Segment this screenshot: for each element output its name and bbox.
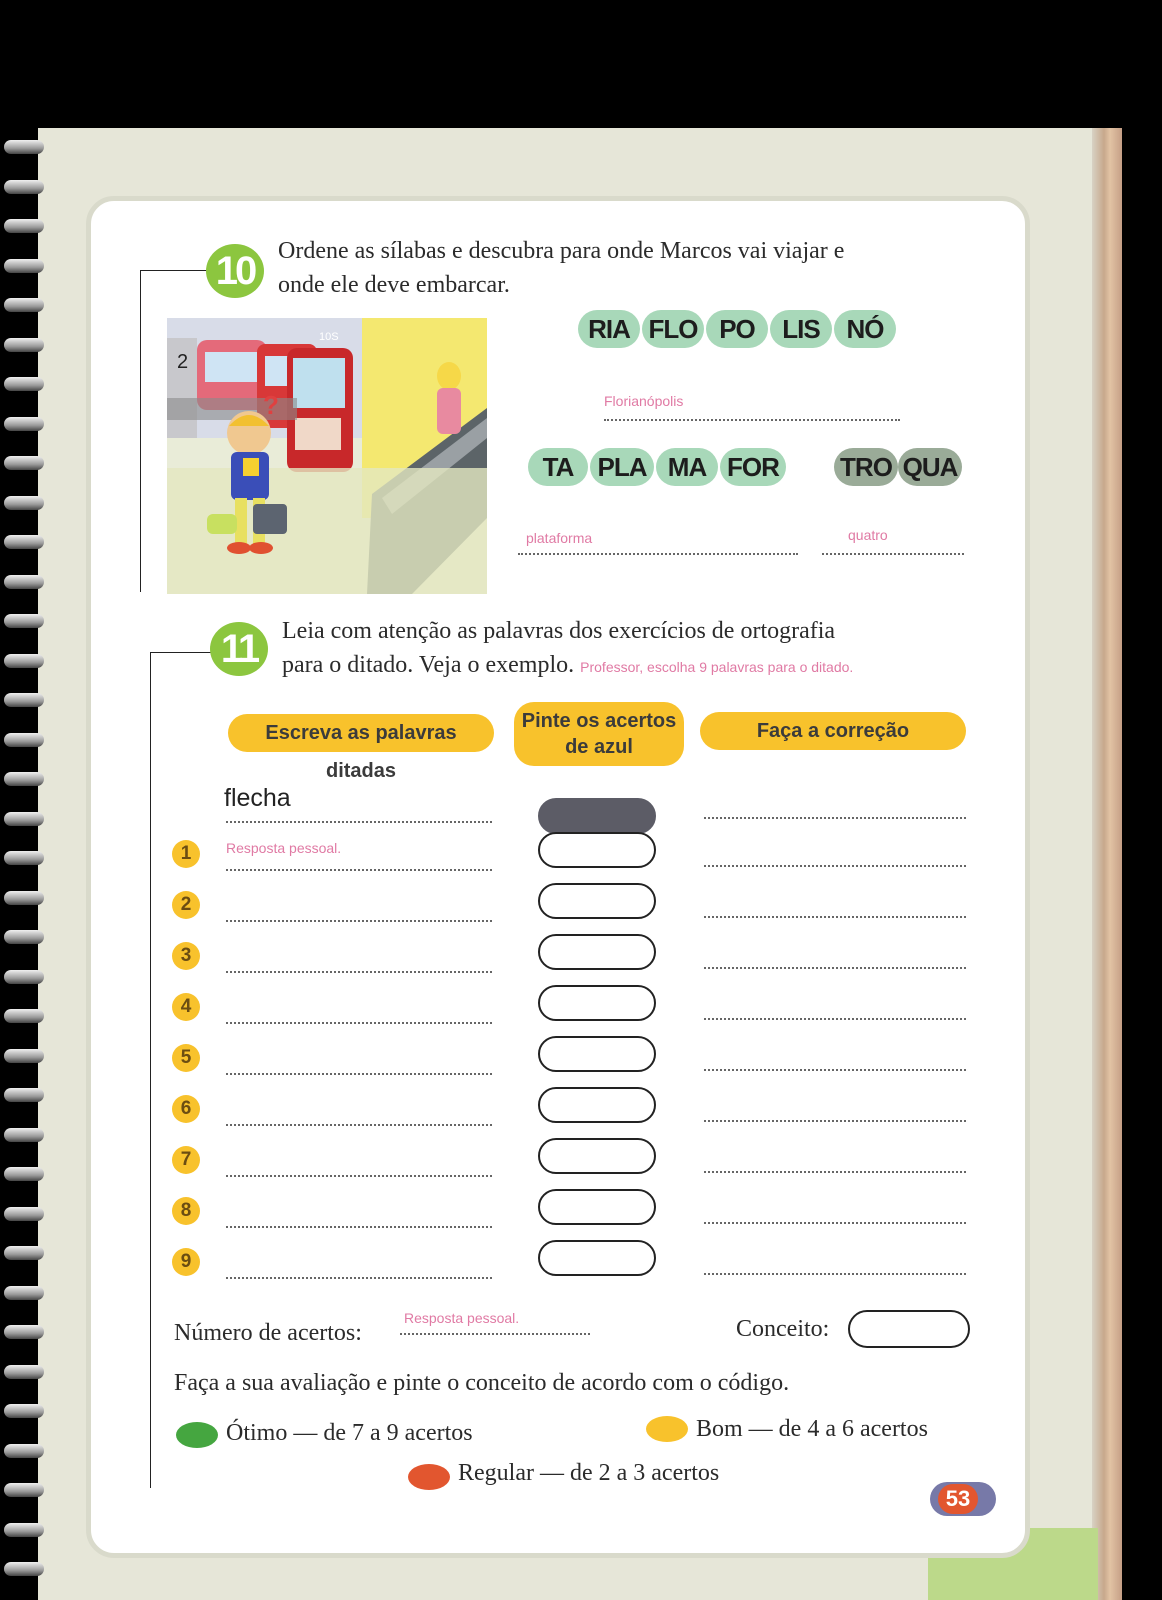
answer-3-line bbox=[822, 552, 964, 555]
bus-sign: 10S bbox=[319, 331, 339, 343]
ex10-line2: onde ele deve embarcar. bbox=[278, 272, 510, 298]
syllable: LIS bbox=[770, 310, 832, 348]
correction-line[interactable] bbox=[704, 1170, 966, 1173]
word-line[interactable] bbox=[226, 1225, 492, 1228]
answer-3: quatro bbox=[848, 527, 888, 543]
hit-oval[interactable] bbox=[538, 1189, 656, 1225]
spiral-ring bbox=[4, 417, 44, 431]
syllable: QUA bbox=[898, 448, 962, 486]
spiral-ring bbox=[4, 891, 44, 905]
ex10-rule bbox=[140, 270, 208, 271]
ex11-number: 11 bbox=[210, 622, 268, 676]
spiral-ring bbox=[4, 338, 44, 352]
spiral-ring bbox=[4, 1128, 44, 1142]
word-line[interactable] bbox=[226, 1174, 492, 1177]
correction-line[interactable] bbox=[704, 915, 966, 918]
syllable: PLA bbox=[590, 448, 654, 486]
ex11-vrule bbox=[150, 652, 151, 1488]
spiral-ring bbox=[4, 180, 44, 194]
platform-sign: 2 bbox=[177, 351, 189, 373]
spiral-ring bbox=[4, 1009, 44, 1023]
spiral-ring bbox=[4, 970, 44, 984]
legend-great: Ótimo — de 7 a 9 acertos bbox=[226, 1420, 473, 1446]
correction-line[interactable] bbox=[704, 1017, 966, 1020]
spiral-ring bbox=[4, 456, 44, 470]
spiral-ring bbox=[4, 1049, 44, 1063]
hits-line[interactable] bbox=[400, 1332, 590, 1335]
col-header-write: Escreva as palavras ditadas bbox=[228, 714, 494, 752]
row-number: 3 bbox=[172, 942, 200, 970]
syllable: TRO bbox=[834, 448, 898, 486]
spiral-ring bbox=[4, 1404, 44, 1418]
col-header-paint-line1: Pinte os acertos bbox=[521, 710, 677, 732]
syllable: NÓ bbox=[834, 310, 896, 348]
word-line[interactable] bbox=[226, 1123, 492, 1126]
correction-line[interactable] bbox=[704, 1221, 966, 1224]
row-number: 8 bbox=[172, 1197, 200, 1225]
spiral-ring bbox=[4, 693, 44, 707]
hit-oval[interactable] bbox=[538, 1036, 656, 1072]
syllables-group-1 bbox=[578, 310, 898, 350]
answer-2: plataforma bbox=[526, 530, 593, 546]
spiral-ring bbox=[4, 614, 44, 628]
page-number: 53 bbox=[938, 1484, 978, 1514]
ex10-instruction bbox=[278, 234, 978, 302]
spiral-ring bbox=[4, 930, 44, 944]
ex10-number: 10 bbox=[206, 244, 264, 298]
spiral-binding bbox=[0, 140, 48, 1600]
spiral-ring bbox=[4, 1167, 44, 1181]
red-dot bbox=[408, 1464, 450, 1490]
spiral-ring bbox=[4, 377, 44, 391]
hits-answer: Resposta pessoal. bbox=[404, 1310, 520, 1326]
spiral-ring bbox=[4, 812, 44, 826]
col-header-paint-line2: de azul bbox=[565, 736, 633, 758]
spiral-ring bbox=[4, 575, 44, 589]
word-line[interactable] bbox=[226, 1021, 492, 1024]
row-number: 4 bbox=[172, 993, 200, 1021]
row-number: 7 bbox=[172, 1146, 200, 1174]
row-number: 5 bbox=[172, 1044, 200, 1072]
spiral-ring bbox=[4, 1444, 44, 1458]
woman-figure bbox=[437, 362, 461, 390]
word-line[interactable] bbox=[226, 868, 492, 871]
yellow-dot bbox=[646, 1416, 688, 1442]
spiral-ring bbox=[4, 496, 44, 510]
spiral-ring bbox=[4, 1325, 44, 1339]
spiral-ring bbox=[4, 733, 44, 747]
spiral-ring bbox=[4, 1365, 44, 1379]
concept-label: Conceito: bbox=[736, 1316, 830, 1342]
answer-1-line bbox=[604, 418, 900, 421]
hit-oval[interactable] bbox=[538, 934, 656, 970]
row-number: 9 bbox=[172, 1248, 200, 1276]
spiral-ring bbox=[4, 1562, 44, 1576]
legend-regular: Regular — de 2 a 3 acertos bbox=[458, 1460, 720, 1486]
spiral-ring bbox=[4, 1483, 44, 1497]
ex11-line2: para o ditado. Veja o exemplo. bbox=[282, 652, 575, 678]
hit-oval[interactable] bbox=[538, 1138, 656, 1174]
word-line[interactable] bbox=[226, 1072, 492, 1075]
answer-1: Florianópolis bbox=[604, 393, 684, 409]
teacher-note: Professor, escolha 9 palavras para o ditado. bbox=[580, 659, 854, 675]
example-word-line bbox=[226, 820, 492, 823]
example-oval bbox=[538, 798, 656, 834]
concept-oval[interactable] bbox=[848, 1310, 970, 1348]
ex10-line1: Ordene as sílabas e descubra para onde Marcos vai viajar e bbox=[278, 238, 845, 264]
legend-good: Bom — de 4 a 6 acertos bbox=[696, 1416, 928, 1442]
correction-line[interactable] bbox=[704, 1068, 966, 1071]
station-illustration bbox=[167, 318, 487, 594]
col-header-paint bbox=[514, 702, 684, 766]
spiral-ring bbox=[4, 851, 44, 865]
correction-line[interactable] bbox=[704, 966, 966, 969]
syllable: PO bbox=[706, 310, 768, 348]
spiral-ring bbox=[4, 1207, 44, 1221]
hit-oval[interactable] bbox=[538, 1087, 656, 1123]
dictation-row bbox=[172, 1248, 972, 1298]
spiral-ring bbox=[4, 1246, 44, 1260]
syllable: FLO bbox=[642, 310, 704, 348]
syllables-group-2 bbox=[528, 448, 788, 488]
syllables-group-3 bbox=[834, 448, 964, 488]
word-line[interactable] bbox=[226, 1276, 492, 1279]
row-number: 2 bbox=[172, 891, 200, 919]
example-word: flecha bbox=[224, 784, 291, 812]
spiral-ring bbox=[4, 298, 44, 312]
row-1-answer: Resposta pessoal. bbox=[226, 840, 342, 856]
word-line[interactable] bbox=[226, 919, 492, 922]
hit-oval[interactable] bbox=[538, 883, 656, 919]
spiral-ring bbox=[4, 259, 44, 273]
correction-line[interactable] bbox=[704, 1119, 966, 1122]
spiral-ring bbox=[4, 1523, 44, 1537]
spiral-ring bbox=[4, 1286, 44, 1300]
row-number: 1 bbox=[172, 840, 200, 868]
svg-text:?: ? bbox=[263, 390, 279, 420]
hit-oval[interactable] bbox=[538, 832, 656, 868]
example-correction-line bbox=[704, 816, 966, 819]
syllable: RIA bbox=[578, 310, 640, 348]
correction-line[interactable] bbox=[704, 864, 966, 867]
answer-2-line bbox=[518, 552, 798, 555]
hit-oval[interactable] bbox=[538, 1240, 656, 1276]
syllable: FOR bbox=[720, 448, 786, 486]
spiral-ring bbox=[4, 535, 44, 549]
evaluation-text: Faça a sua avaliação e pinte o conceito de acordo com o código. bbox=[174, 1370, 790, 1396]
spiral-ring bbox=[4, 772, 44, 786]
hits-label: Número de acertos: bbox=[174, 1320, 362, 1346]
spiral-ring bbox=[4, 1088, 44, 1102]
word-line[interactable] bbox=[226, 970, 492, 973]
correction-line[interactable] bbox=[704, 1272, 966, 1275]
spiral-ring bbox=[4, 140, 44, 154]
page-edge bbox=[1092, 128, 1122, 1600]
ex11-line1: Leia com atenção as palavras dos exercícios de ortografia bbox=[282, 618, 836, 644]
spiral-ring bbox=[4, 654, 44, 668]
syllable: TA bbox=[528, 448, 588, 486]
ex10-vrule bbox=[140, 270, 141, 592]
dictation-rows bbox=[172, 840, 972, 1300]
ex11-instruction bbox=[282, 614, 982, 684]
col-header-correct: Faça a correção bbox=[700, 712, 966, 750]
row-number: 6 bbox=[172, 1095, 200, 1123]
hit-oval[interactable] bbox=[538, 985, 656, 1021]
ex11-rule bbox=[150, 652, 214, 653]
syllable: MA bbox=[656, 448, 718, 486]
green-dot bbox=[176, 1422, 218, 1448]
spiral-ring bbox=[4, 219, 44, 233]
